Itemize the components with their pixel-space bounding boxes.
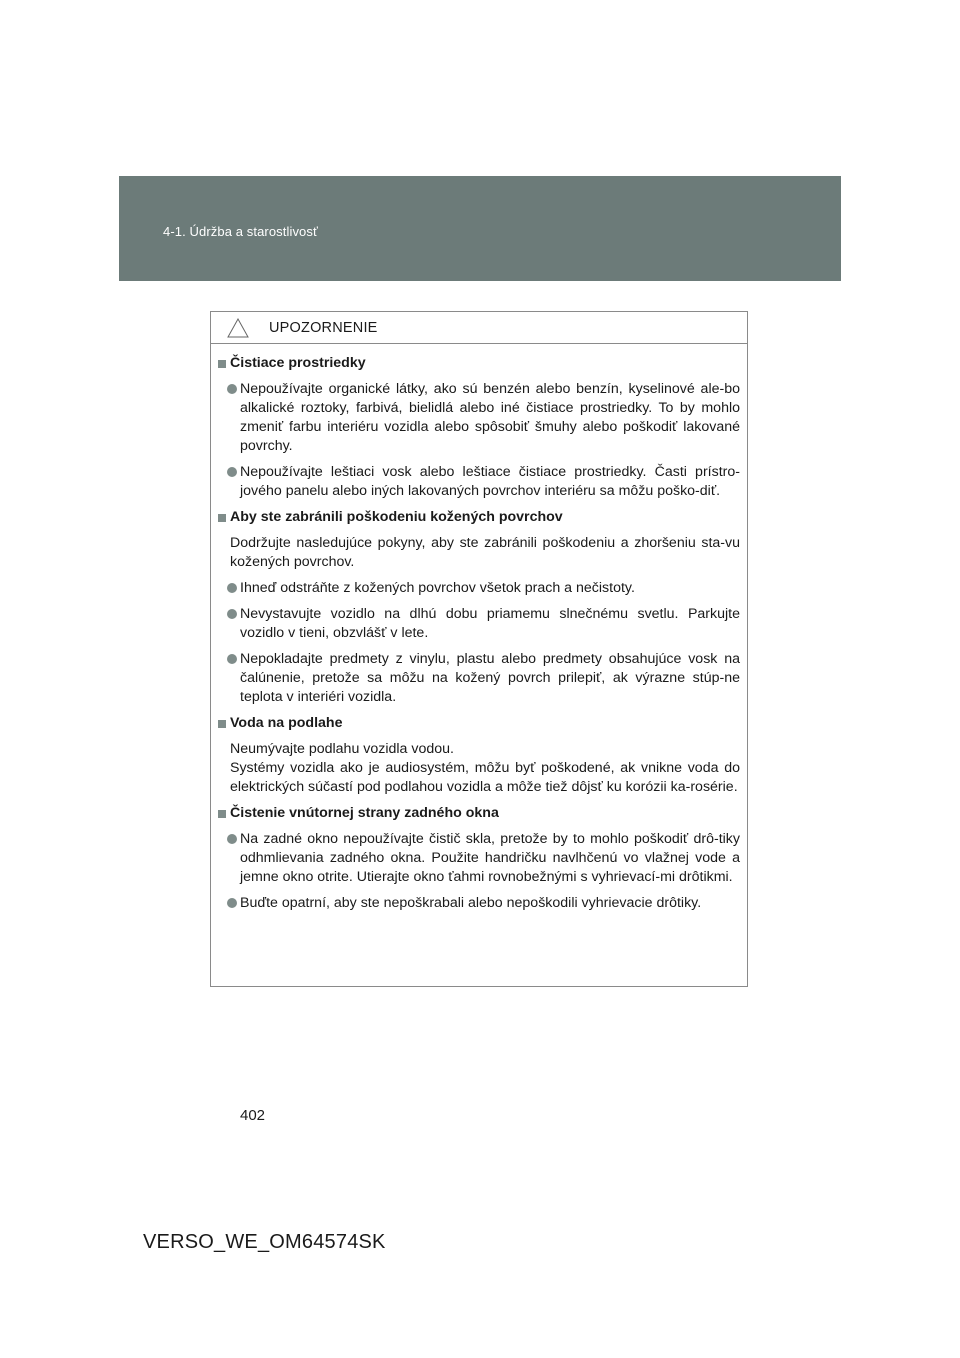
intro-text: Dodržujte nasledujúce pokyny, aby ste zabránili poškodeniu a zhoršeniu sta-vu kožených povrchov. xyxy=(230,535,740,570)
bullet-text: Nepoužívajte leštiaci vosk alebo leštiace čistiace prostriedky. Časti prístro-jového panelu alebo iných lakovaných povrchov interiéru sa môžu poško-diť. xyxy=(240,464,740,499)
intro-text: Systémy vozidla ako je audiosystém, môžu byť poškodené, ak vnikne voda do elektrických súčastí pod podlahou vozidla a môže tiež dôjsť ku korózii ka-rosérie. xyxy=(230,760,740,795)
warning-triangle-icon xyxy=(227,318,249,338)
section-heading xyxy=(218,714,740,733)
section-intro xyxy=(218,740,740,797)
section-intro xyxy=(218,534,740,572)
header-band xyxy=(119,176,841,281)
intro-text: Neumývajte podlahu vozidla vodou. xyxy=(230,741,454,757)
square-bullet-icon xyxy=(218,720,226,728)
section-heading-text: Voda na podlahe xyxy=(230,715,343,731)
bullet-item xyxy=(218,894,740,913)
round-bullet-icon xyxy=(227,654,237,664)
round-bullet-icon xyxy=(227,384,237,394)
round-bullet-icon xyxy=(227,609,237,619)
round-bullet-icon xyxy=(227,898,237,908)
warning-title: UPOZORNENIE xyxy=(269,319,378,336)
bullet-text: Na zadné okno nepoužívajte čistič skla, pretože by to mohlo poškodiť drô-tiky odhmlievania zadného okna. Použite handričku navlhčenú vo vlažnej vode a jemne okno otrite. Utierajte okno ťahmi rovnobežnými s vyhrievací-mi drôtikmi. xyxy=(240,831,740,885)
warning-box xyxy=(210,311,748,987)
bullet-text: Nepokladajte predmety z vinylu, plastu alebo predmety obsahujúce vosk na čalúnenie, pretože sa môžu na kožený povrch prilepiť, ak výrazne stúp-ne teplota v interiéri vozidla. xyxy=(240,651,740,705)
section-heading-text: Aby ste zabránili poškodeniu kožených povrchov xyxy=(230,509,563,525)
bullet-item xyxy=(218,463,740,501)
square-bullet-icon xyxy=(218,514,226,522)
bullet-text: Buďte opatrní, aby ste nepoškrabali alebo nepoškodili vyhrievacie drôtiky. xyxy=(240,895,702,911)
round-bullet-icon xyxy=(227,583,237,593)
bullet-item xyxy=(218,605,740,643)
page-number: 402 xyxy=(240,1107,266,1124)
round-bullet-icon xyxy=(227,834,237,844)
document-code: VERSO_WE_OM64574SK xyxy=(143,1231,386,1253)
warning-content xyxy=(211,344,747,913)
bullet-item xyxy=(218,830,740,887)
section-heading xyxy=(218,354,740,373)
square-bullet-icon xyxy=(218,810,226,818)
section-heading-text: Čistenie vnútornej strany zadného okna xyxy=(230,805,499,821)
bullet-text: Nepoužívajte organické látky, ako sú benzén alebo benzín, kyselinové ale-bo alkalické roztoky, farbivá, bielidlá alebo iné čistiace prostriedky. To by mohlo zmeniť farbu interiéru vozidla alebo spôsobiť šmuhy alebo poškodiť lakované povrchy. xyxy=(240,381,740,454)
bullet-text: Nevystavujte vozidlo na dlhú dobu priamemu slnečnému svetlu. Parkujte vozidlo v tieni, obzvlášť v lete. xyxy=(240,606,740,641)
section-title: 4-1. Údržba a starostlivosť xyxy=(163,224,318,239)
bullet-item xyxy=(218,380,740,456)
section-heading xyxy=(218,804,740,823)
warning-header xyxy=(211,312,747,344)
round-bullet-icon xyxy=(227,467,237,477)
section-heading xyxy=(218,508,740,527)
bullet-text: Ihneď odstráňte z kožených povrchov všetok prach a nečistoty. xyxy=(240,580,635,596)
section-heading-text: Čistiace prostriedky xyxy=(230,355,366,371)
bullet-item xyxy=(218,579,740,598)
square-bullet-icon xyxy=(218,360,226,368)
bullet-item xyxy=(218,650,740,707)
